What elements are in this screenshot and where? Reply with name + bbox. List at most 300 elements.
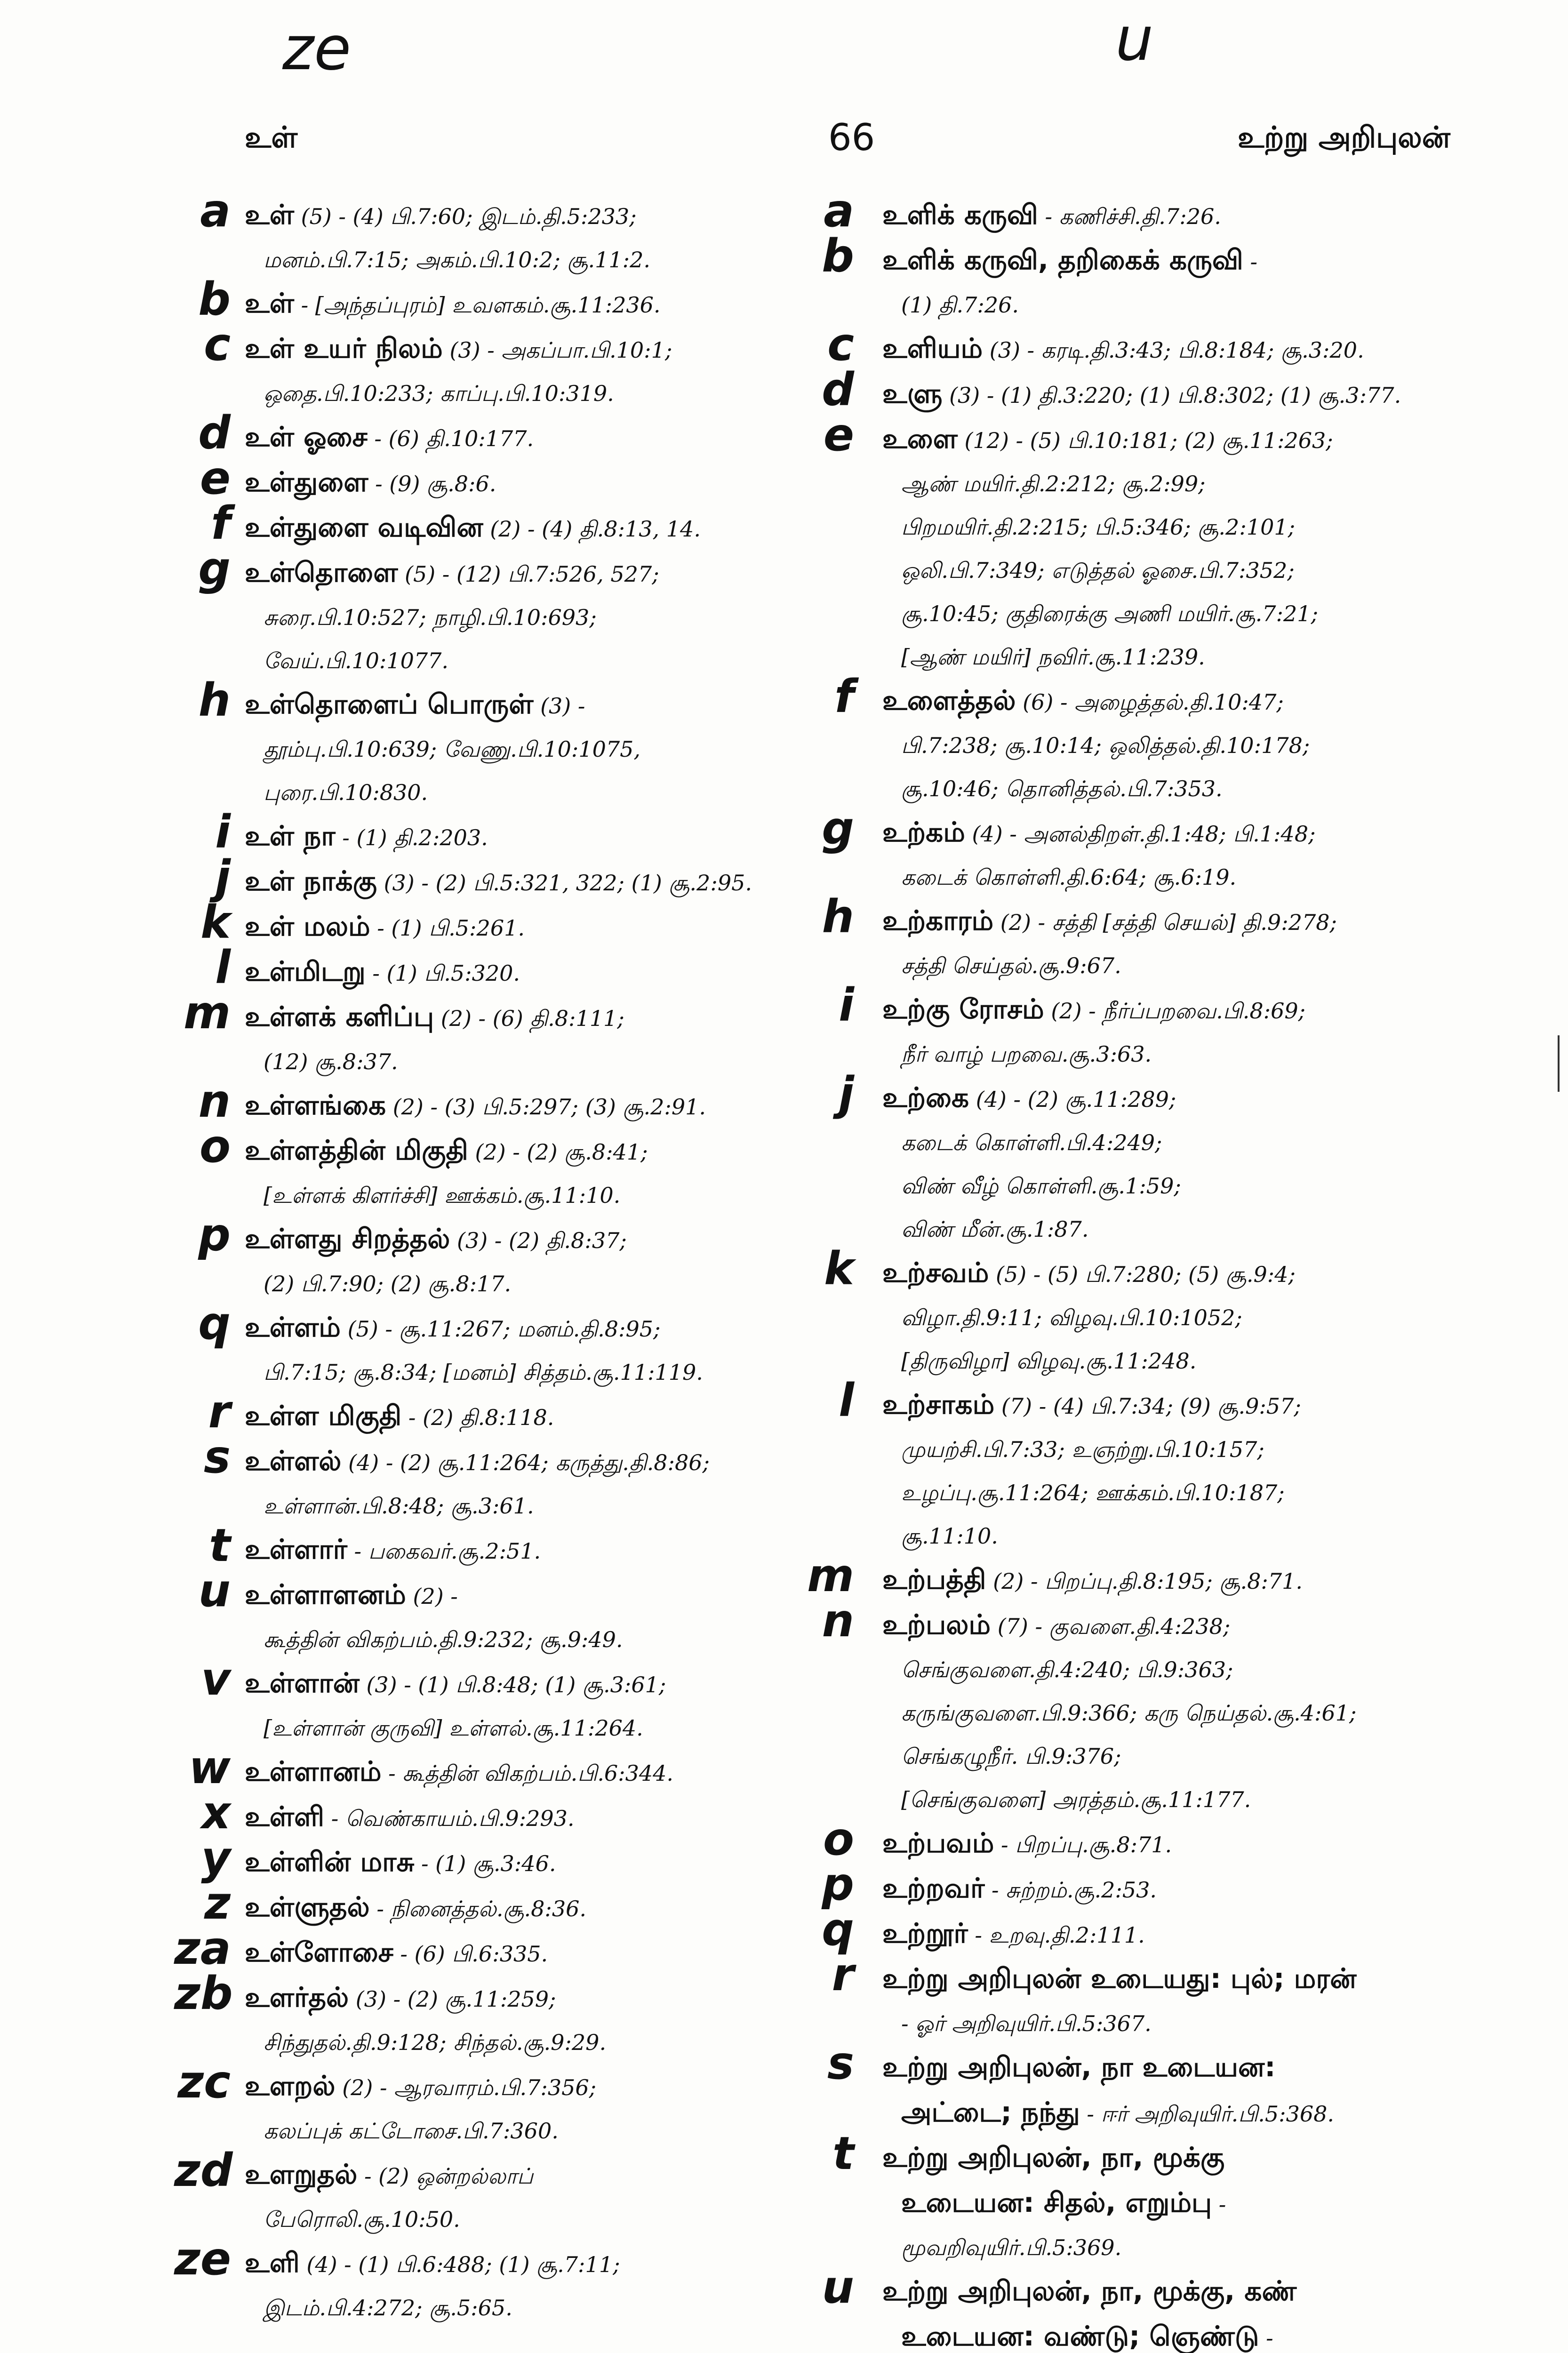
dictionary-entry bbox=[198, 407, 800, 460]
handwritten-margin-letter: d bbox=[198, 407, 231, 459]
headword: உள்ளம் bbox=[245, 1311, 341, 1343]
entry-definition: - [அந்தப்புரம்] உவளகம்.சூ.11:236. bbox=[294, 292, 661, 318]
entry-definition: (2) - bbox=[406, 1584, 458, 1609]
entry-definition: - கூத்தின் விகற்பம்.பி.6:344. bbox=[381, 1761, 674, 1786]
entry-line bbox=[882, 1121, 1504, 1164]
entry-definition: [செங்குவளை] அரத்தம்.சூ.11:177. bbox=[901, 1787, 1251, 1812]
headword: உற்சாகம் bbox=[882, 1388, 995, 1420]
left-column bbox=[174, 184, 800, 2329]
entry-definition: (2) - (3) பி.5:297; (3) சூ.2:91. bbox=[386, 1094, 706, 1120]
dictionary-entry bbox=[198, 1564, 800, 1661]
dictionary-entry bbox=[174, 2144, 800, 2241]
headword: உள்ளாளனம் bbox=[245, 1578, 406, 1610]
entry-line bbox=[245, 1083, 800, 1128]
headword: உற்றவர் bbox=[882, 1872, 985, 1904]
entry-definition: (12) - (5) பி.10:181; (2) சூ.11:263; bbox=[957, 428, 1333, 453]
entry-line bbox=[245, 1750, 800, 1795]
headword: உள்ளான் bbox=[245, 1667, 360, 1699]
headword: உற்று அறிபுலன், நா உடையன: bbox=[882, 2051, 1276, 2083]
headword: உளறல் bbox=[245, 2070, 336, 2102]
entry-definition: - (6) பி.6:335. bbox=[393, 1941, 548, 1967]
dictionary-entry bbox=[807, 1549, 1504, 1603]
entry-line bbox=[882, 505, 1504, 549]
entry-line bbox=[245, 1795, 800, 1840]
entry-line bbox=[245, 596, 800, 639]
entry-definition: (12) சூ.8:37. bbox=[264, 1049, 398, 1074]
handwritten-margin-letter: r bbox=[208, 1385, 231, 1438]
entry-line bbox=[245, 238, 800, 281]
dictionary-entry bbox=[209, 1519, 800, 1573]
entry-line bbox=[882, 238, 1504, 283]
entry-definition: - (9) சூ.8:6. bbox=[368, 471, 496, 496]
handwritten-margin-letter: h bbox=[822, 890, 854, 943]
entry-definition: வேய்.பி.10:1077. bbox=[264, 648, 449, 673]
entry-line bbox=[245, 2064, 800, 2109]
headword: உள் நா bbox=[245, 820, 336, 852]
handwritten-margin-letter: f bbox=[211, 497, 231, 550]
entry-definition: கூத்தின் விகற்பம்.தி.9:232; சூ.9:49. bbox=[264, 1627, 623, 1652]
entry-line bbox=[882, 1251, 1504, 1296]
headword: உளறுதல் bbox=[245, 2158, 358, 2190]
handwritten-margin-letter: t bbox=[832, 2127, 854, 2180]
handwritten-margin-letter: g bbox=[822, 802, 854, 855]
headword: உற்றூர் bbox=[882, 1917, 968, 1949]
entry-line bbox=[882, 1912, 1504, 1957]
entry-definition: - (1) தி.2:203. bbox=[335, 825, 488, 850]
dictionary-entry bbox=[215, 941, 800, 995]
handwritten-margin-letter: f bbox=[834, 670, 854, 723]
headword: உள்ளத்தின் மிகுதி bbox=[245, 1134, 468, 1166]
headword: உள்ள மிகுதி bbox=[245, 1400, 402, 1432]
handwritten-margin-letter: o bbox=[200, 1120, 231, 1173]
entry-definition: சிந்துதல்.தி.9:128; சிந்தல்.சூ.9:29. bbox=[264, 2030, 607, 2055]
entry-definition: (2) - நீர்ப்பறவை.பி.8:69; bbox=[1044, 998, 1306, 1024]
handwritten-margin-letter: c bbox=[827, 318, 854, 371]
handwritten-margin-letter: w bbox=[189, 1741, 231, 1794]
entry-line bbox=[245, 1439, 800, 1484]
entry-line bbox=[882, 1076, 1504, 1121]
handwritten-margin-letter: u bbox=[198, 1564, 231, 1617]
headword: உள் நாக்கு bbox=[245, 865, 377, 897]
headword: உளிக் கருவி bbox=[882, 199, 1038, 231]
entry-definition: (2) பி.7:90; (2) சூ.8:17. bbox=[264, 1271, 512, 1297]
entry-line bbox=[882, 549, 1504, 592]
handwritten-margin-letter: k bbox=[200, 896, 231, 949]
dictionary-entry bbox=[198, 1209, 800, 1305]
entry-definition: [உள்ளக் கிளர்ச்சி] ஊக்கம்.சூ.11:10. bbox=[264, 1183, 621, 1208]
headword: உற்று அறிபுலன், நா, மூக்கு, கண் bbox=[882, 2275, 1297, 2307]
handwritten-margin-letter: h bbox=[198, 674, 231, 727]
dictionary-entry bbox=[211, 497, 800, 551]
entry-definition: சுரை.பி.10:527; நாழி.பி.10:693; bbox=[264, 605, 597, 630]
entry-definition: (2) - (2) சூ.8:41; bbox=[468, 1139, 648, 1165]
entry-definition: [திருவிழா] விழவு.சூ.11:248. bbox=[901, 1348, 1197, 1374]
handwritten-margin-letter: n bbox=[198, 1075, 231, 1128]
entry-definition: (4) - அனல்திறள்.தி.1:48; பி.1:48; bbox=[965, 821, 1316, 847]
dictionary-entry bbox=[824, 184, 1504, 238]
entry-definition: - பிறப்பு.சூ.8:71. bbox=[994, 1832, 1172, 1857]
entry-line bbox=[245, 859, 800, 904]
headword: உற்கம் bbox=[882, 816, 965, 848]
entry-line bbox=[882, 1296, 1504, 1339]
headword: உடையன: வண்டு; ஞெண்டு bbox=[901, 2320, 1259, 2352]
entry-definition: - வெண்காயம்.பி.9:293. bbox=[324, 1806, 575, 1831]
entry-definition: - (2) தி.8:118. bbox=[401, 1405, 554, 1430]
entry-definition: - (1) சூ.3:46. bbox=[414, 1851, 556, 1876]
entry-line bbox=[882, 1514, 1504, 1558]
entry-definition: (7) - குவளை.தி.4:238; bbox=[991, 1614, 1231, 1639]
headword: உளை bbox=[882, 423, 958, 455]
entry-line bbox=[882, 2002, 1504, 2045]
entry-definition: இடம்.பி.4:272; சூ.5:65. bbox=[264, 2295, 512, 2321]
entry-definition: உழப்பு.சூ.11:264; ஊக்கம்.பி.10:187; bbox=[901, 1480, 1285, 1505]
entry-definition: கடைக் கொள்ளி.தி.6:64; சூ.6:19. bbox=[901, 864, 1237, 890]
entry-definition: (5) - (4) பி.7:60; இடம்.தி.5:233; bbox=[294, 204, 637, 229]
entry-line bbox=[245, 1305, 800, 1351]
entry-line bbox=[245, 1262, 800, 1305]
handwritten-margin-letter: a bbox=[200, 184, 231, 237]
headword: உளிக் கருவி, தறிகைக் கருவி bbox=[882, 244, 1243, 276]
headword: உளைத்தல் bbox=[882, 684, 1016, 716]
entry-line bbox=[245, 281, 800, 327]
dictionary-entry bbox=[822, 890, 1504, 987]
entry-line bbox=[882, 2090, 1504, 2136]
entry-line bbox=[882, 767, 1504, 810]
headword: உள்ளக் களிப்பு bbox=[245, 1000, 434, 1032]
dictionary-entry bbox=[839, 1067, 1504, 1251]
dictionary-entry bbox=[198, 273, 800, 327]
entry-definition: விண் வீழ் கொள்ளி.சூ.1:59; bbox=[901, 1173, 1181, 1199]
entry-line bbox=[245, 1394, 800, 1439]
entry-definition: முயற்சி.பி.7:33; உஞற்று.பி.10:157; bbox=[901, 1437, 1264, 1462]
entry-line bbox=[882, 679, 1504, 724]
entry-line bbox=[245, 327, 800, 372]
headword: உடையன: சிதல், எறும்பு bbox=[901, 2186, 1212, 2218]
entry-definition: (6) - அழைத்தல்.தி.10:47; bbox=[1016, 689, 1284, 715]
dictionary-entry bbox=[204, 318, 800, 415]
entry-line bbox=[245, 505, 800, 551]
entry-line bbox=[882, 1428, 1504, 1471]
dictionary-entry bbox=[823, 408, 1504, 679]
entry-line bbox=[245, 2153, 800, 2198]
entry-definition: சூ.10:46; தொனித்தல்.பி.7:353. bbox=[901, 776, 1223, 801]
entry-definition: (5) - சூ.11:267; மனம்.தி.8:95; bbox=[340, 1316, 661, 1342]
handwritten-margin-letter: za bbox=[174, 1922, 231, 1975]
entry-line bbox=[882, 372, 1504, 417]
entry-definition: பிறமயிர்.தி.2:215; பி.5:346; சூ.2:101; bbox=[901, 514, 1296, 540]
entry-definition: - (2) ஒன்றல்லாப் bbox=[357, 2163, 534, 2189]
entry-line bbox=[882, 2226, 1504, 2269]
entry-definition: கடைக் கொள்ளி.பி.4:249; bbox=[901, 1130, 1162, 1155]
entry-definition: - சுற்றம்.சூ.2:53. bbox=[984, 1877, 1157, 1903]
entry-definition: கலப்புக் கட்டோசை.பி.7:360. bbox=[264, 2118, 559, 2144]
handwritten-margin-letter: i bbox=[215, 806, 231, 858]
dictionary-entry bbox=[215, 851, 800, 904]
headword: உற்று அறிபுலன் உடையது: புல்; மரன் bbox=[882, 1962, 1357, 1994]
entry-line bbox=[882, 1778, 1504, 1821]
entry-definition: மனம்.பி.7:15; அகம்.பி.10:2; சூ.11:2. bbox=[264, 247, 651, 272]
entry-line bbox=[882, 2181, 1504, 2226]
entry-definition: - ஓர் அறிவுயிர்.பி.5:367. bbox=[901, 2011, 1152, 2036]
dictionary-entry bbox=[839, 1374, 1504, 1558]
entry-definition: (7) - (4) பி.7:34; (9) சூ.9:57; bbox=[994, 1393, 1301, 1419]
headword: உள்ளானம் bbox=[245, 1755, 382, 1787]
dictionary-entry bbox=[832, 2127, 1504, 2269]
margin-rule bbox=[1558, 1035, 1560, 1092]
entry-line bbox=[245, 1217, 800, 1262]
dictionary-entry bbox=[201, 1786, 800, 1840]
dictionary-entry bbox=[822, 230, 1504, 327]
entry-line bbox=[245, 1528, 800, 1573]
headword: உற்பவம் bbox=[882, 1827, 994, 1859]
headword: உள்துளை வடிவின bbox=[245, 511, 483, 543]
handwritten-margin-letter: u bbox=[822, 2261, 854, 2313]
entry-line bbox=[882, 987, 1504, 1032]
entry-definition: [ஆண் மயிர்] நவிர்.சூ.11:239. bbox=[901, 644, 1205, 670]
entry-definition: - ஈர் அறிவுயிர்.பி.5:368. bbox=[1080, 2101, 1335, 2127]
handwritten-margin-letter: z bbox=[204, 1877, 231, 1929]
headword: உற்பலம் bbox=[882, 1609, 991, 1641]
headword: உள்துளை bbox=[245, 466, 368, 498]
handwritten-margin-letter: i bbox=[839, 979, 854, 1032]
dictionary-entry bbox=[198, 674, 800, 814]
entry-definition: உள்ளான்.பி.8:48; சூ.3:61. bbox=[264, 1493, 534, 1519]
handwritten-margin-letter: j bbox=[215, 851, 231, 904]
entry-definition: ஆண் மயிர்.தி.2:212; சூ.2:99; bbox=[901, 471, 1206, 496]
dictionary-entry bbox=[198, 1075, 800, 1128]
entry-definition: (3) - அகப்பா.பி.10:1; bbox=[442, 337, 672, 363]
entry-definition: [உள்ளான் குருவி] உள்ளல்.சூ.11:264. bbox=[264, 1715, 643, 1741]
entry-line bbox=[245, 2198, 800, 2241]
entry-line bbox=[245, 1706, 800, 1750]
entry-line bbox=[882, 1558, 1504, 1603]
entry-definition: கருங்குவளை.பி.9:366; கரு நெய்தல்.சூ.4:61; bbox=[901, 1700, 1357, 1726]
entry-line bbox=[245, 728, 800, 771]
entry-definition: (5) - (5) பி.7:280; (5) சூ.9:4; bbox=[989, 1262, 1296, 1287]
handwritten-margin-letter: l bbox=[839, 1374, 854, 1427]
entry-definition: (4) - (2) சூ.11:264; கருத்து.தி.8:86; bbox=[341, 1450, 710, 1475]
entry-definition: (3) - (1) பி.8:48; (1) சூ.3:61; bbox=[359, 1672, 666, 1697]
entry-definition: (4) - (2) சூ.11:289; bbox=[969, 1087, 1176, 1112]
entry-definition: (2) - (6) தி.8:111; bbox=[434, 1006, 624, 1031]
dictionary-entry bbox=[200, 184, 800, 281]
entry-definition: - கணிச்சி.தி.7:26. bbox=[1038, 204, 1221, 229]
entry-definition: (2) - (4) தி.8:13, 14. bbox=[483, 516, 701, 542]
headword: உளியம் bbox=[882, 332, 983, 364]
entry-line bbox=[882, 462, 1504, 505]
entry-definition: ஒதை.பி.10:233; காப்பு.பி.10:319. bbox=[264, 381, 614, 406]
entry-definition: - உறவு.தி.2:111. bbox=[968, 1922, 1145, 1948]
headword: உள்ளார் bbox=[245, 1533, 347, 1565]
entry-line bbox=[245, 1351, 800, 1394]
entry-definition: (2) - சத்தி [சத்தி செயல்] தி.9:278; bbox=[993, 910, 1337, 935]
headword: உற்கு ரோசம் bbox=[882, 993, 1044, 1025]
dictionary-entry bbox=[200, 1120, 800, 1217]
entry-line bbox=[245, 1976, 800, 2021]
dictionary-entry bbox=[174, 2233, 800, 2329]
dictionary-entry bbox=[839, 979, 1504, 1076]
entry-line bbox=[245, 682, 800, 728]
entry-line bbox=[245, 2241, 800, 2286]
entry-definition: (3) - (1) தி.3:220; (1) பி.8:302; (1) சூ.3:77. bbox=[942, 383, 1401, 408]
entry-definition: சத்தி செய்தல்.சூ.9:67. bbox=[901, 953, 1121, 978]
handwritten-margin-letter: y bbox=[201, 1832, 231, 1884]
entry-line bbox=[245, 2109, 800, 2153]
headword: உள் உயர் நிலம் bbox=[245, 332, 443, 364]
entry-line bbox=[245, 372, 800, 415]
dictionary-entry bbox=[201, 1832, 800, 1885]
entry-definition: தூம்பு.பி.10:639; வேணு.பி.10:1075, bbox=[264, 736, 641, 762]
page-number: 66 bbox=[828, 117, 875, 159]
dictionary-entry bbox=[204, 1877, 800, 1930]
handwritten-margin-letter: q bbox=[822, 1903, 854, 1956]
entry-line bbox=[882, 1648, 1504, 1691]
headword: உளி bbox=[245, 2247, 300, 2279]
entry-line bbox=[882, 2136, 1504, 2181]
entry-definition: சூ.11:10. bbox=[901, 1523, 998, 1549]
entry-definition: (1) தி.7:26. bbox=[901, 292, 1019, 318]
headword: உற்காரம் bbox=[882, 904, 994, 936]
handwritten-margin-letter: s bbox=[203, 1431, 231, 1483]
entry-line bbox=[245, 1128, 800, 1174]
entry-line bbox=[245, 193, 800, 238]
entry-definition: நீர் வாழ் பறவை.சூ.3:63. bbox=[901, 1041, 1152, 1067]
headword: உள்ளின் மாசு bbox=[245, 1846, 415, 1878]
handwritten-margin-letter: s bbox=[827, 2037, 854, 2089]
handwritten-margin-letter: ze bbox=[174, 2233, 231, 2285]
handwritten-margin-letter: l bbox=[215, 941, 231, 994]
handwritten-margin-letter: p bbox=[822, 1858, 854, 1911]
dictionary-entry bbox=[823, 1813, 1504, 1866]
handwritten-margin-letter: o bbox=[823, 1813, 854, 1865]
entry-line bbox=[245, 1930, 800, 1976]
dictionary-entry bbox=[827, 318, 1504, 372]
entry-definition: - bbox=[1212, 2192, 1226, 2217]
entry-line bbox=[245, 814, 800, 859]
headword: உள்மிடறு bbox=[245, 955, 366, 987]
dictionary-entry bbox=[824, 1242, 1504, 1383]
handwritten-margin-letter: m bbox=[183, 986, 231, 1039]
dictionary-entry bbox=[215, 806, 800, 859]
entry-line bbox=[882, 1032, 1504, 1076]
entry-line bbox=[245, 1885, 800, 1930]
handwritten-margin-letter: x bbox=[201, 1786, 231, 1839]
entry-definition: (3) - (2) சூ.11:259; bbox=[349, 1986, 556, 2012]
dictionary-entry bbox=[822, 363, 1504, 417]
entry-line bbox=[882, 810, 1504, 856]
headword: உளர்தல் bbox=[245, 1981, 349, 2013]
entry-line bbox=[245, 1484, 800, 1528]
entry-line bbox=[882, 635, 1504, 679]
handwritten-margin-letter: zc bbox=[177, 2056, 231, 2108]
entry-line bbox=[245, 904, 800, 950]
handwritten-margin-letter: b bbox=[198, 273, 231, 326]
entry-definition: - பகைவர்.சூ.2:51. bbox=[347, 1538, 541, 1564]
entry-line bbox=[245, 995, 800, 1040]
entry-line bbox=[882, 944, 1504, 987]
right-column bbox=[807, 184, 1504, 2353]
dictionary-entry bbox=[200, 896, 800, 950]
entry-line bbox=[245, 950, 800, 995]
entry-line bbox=[882, 1957, 1504, 2002]
handwritten-margin-letter: c bbox=[204, 318, 231, 371]
entry-line bbox=[245, 1618, 800, 1661]
entry-definition: (2) - ஆரவாரம்.பி.7:356; bbox=[335, 2075, 597, 2100]
entry-line bbox=[882, 417, 1504, 462]
headword: உள் bbox=[245, 287, 294, 319]
headword: உள்தொளைப் பொருள் bbox=[245, 688, 534, 720]
entry-line bbox=[245, 551, 800, 596]
entry-line bbox=[882, 193, 1504, 238]
dictionary-entry bbox=[822, 1903, 1504, 1957]
dictionary-entry bbox=[822, 1594, 1504, 1821]
entry-definition: பி.7:238; சூ.10:14; ஒலித்தல்.தி.10:178; bbox=[901, 733, 1310, 758]
handwritten-margin-letter: v bbox=[201, 1653, 231, 1705]
entry-line bbox=[882, 1339, 1504, 1383]
handwritten-margin-letter: b bbox=[822, 230, 854, 282]
handwritten-margin-letter: t bbox=[209, 1519, 231, 1572]
entry-definition: (3) - bbox=[533, 693, 585, 719]
handwritten-margin-letter: e bbox=[823, 408, 854, 461]
headword: உளு bbox=[882, 377, 943, 409]
dictionary-entry bbox=[834, 670, 1504, 810]
entry-line bbox=[245, 2021, 800, 2064]
entry-line bbox=[882, 327, 1504, 372]
entry-definition: புரை.பி.10:830. bbox=[264, 780, 428, 805]
entry-line bbox=[245, 2286, 800, 2329]
dictionary-entry bbox=[198, 1297, 800, 1394]
header-right-word: உற்று அறிபுலன் bbox=[1238, 120, 1450, 154]
headword: உள்தொளை bbox=[245, 556, 398, 588]
entry-definition: ஒலி.பி.7:349; எடுத்தல் ஓசை.பி.7:352; bbox=[901, 558, 1295, 583]
handwritten-margin-letter: zd bbox=[174, 2144, 233, 2197]
handwritten-margin-letter: k bbox=[824, 1242, 854, 1295]
headword: உள்ளங்கை bbox=[245, 1089, 386, 1121]
entry-definition: (3) - கரடி.தி.3:43; பி.8:184; சூ.3:20. bbox=[983, 337, 1364, 363]
entry-line bbox=[882, 1821, 1504, 1866]
dictionary-entry bbox=[174, 1967, 800, 2064]
dictionary-entry bbox=[177, 2056, 800, 2153]
entry-definition: செங்கழுநீர். பி.9:376; bbox=[901, 1744, 1121, 1769]
entry-definition: (2) - பிறப்பு.தி.8:195; சூ.8:71. bbox=[986, 1569, 1303, 1594]
entry-line bbox=[882, 1164, 1504, 1208]
handwritten-margin-letter: n bbox=[822, 1594, 854, 1647]
entry-line bbox=[882, 2045, 1504, 2090]
handwritten-margin-letter: q bbox=[198, 1297, 231, 1350]
entry-line bbox=[882, 1383, 1504, 1428]
entry-definition: பி.7:15; சூ.8:34; [மனம்] சித்தம்.சூ.11:119. bbox=[264, 1360, 703, 1385]
entry-line bbox=[245, 771, 800, 814]
headword: உள் bbox=[245, 199, 294, 231]
dictionary-entry bbox=[200, 452, 800, 505]
entry-definition: - நினைத்தல்.சூ.8:36. bbox=[369, 1896, 587, 1921]
header-left-word: உள் bbox=[245, 120, 298, 154]
dictionary-entry bbox=[827, 2037, 1504, 2136]
entry-definition: (4) - (1) பி.6:488; (1) சூ.7:11; bbox=[299, 2252, 620, 2277]
handwritten-margin-letter: zb bbox=[174, 1967, 233, 2020]
entry-line bbox=[245, 1661, 800, 1706]
entry-line bbox=[245, 1040, 800, 1083]
handwritten-margin-letter: a bbox=[824, 184, 854, 237]
headword: உள்ளல் bbox=[245, 1445, 342, 1477]
entry-definition: - bbox=[1243, 249, 1258, 274]
entry-line bbox=[245, 415, 800, 460]
entry-definition: சூ.10:45; குதிரைக்கு அணி மயிர்.சூ.7:21; bbox=[901, 601, 1319, 626]
handwritten-margin-letter: d bbox=[822, 363, 854, 416]
headword: உற்சவம் bbox=[882, 1257, 989, 1289]
entry-definition: விழா.தி.9:11; விழவு.பி.10:1052; bbox=[901, 1305, 1242, 1330]
entry-line bbox=[882, 1471, 1504, 1514]
